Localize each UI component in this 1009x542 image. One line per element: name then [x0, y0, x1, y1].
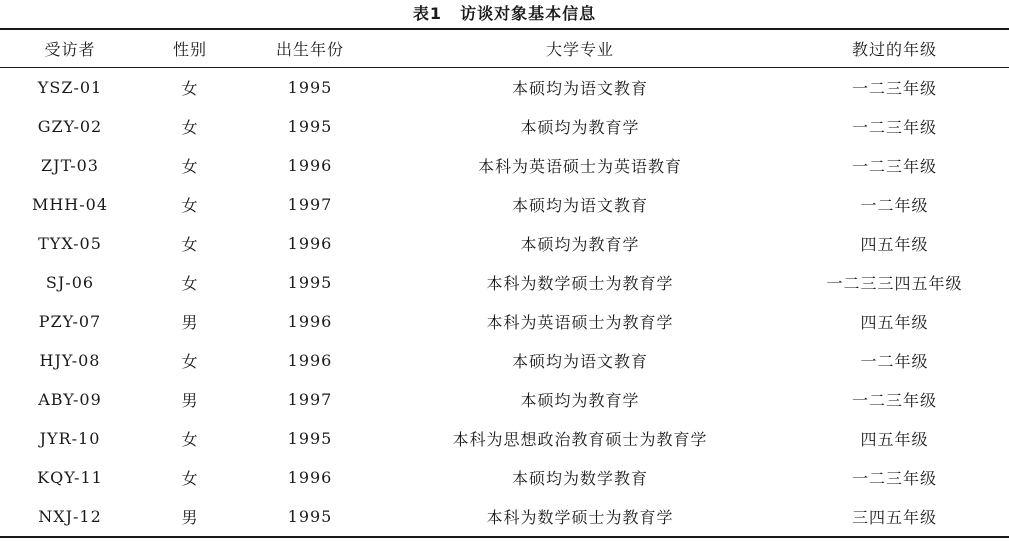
cell-major: 本硕均为教育学	[520, 118, 640, 137]
table-row	[0, 68, 1009, 108]
cell-interviewee: MHH-04	[31, 195, 109, 214]
cell-grades: 一二三三四五年级	[826, 274, 963, 293]
table-row	[0, 419, 1009, 458]
cell-birth-year: 1995	[287, 117, 333, 136]
cell-birth-year: 1995	[287, 273, 333, 292]
cell-grades: 三四五年级	[851, 508, 937, 527]
cell-interviewee: TYX-05	[38, 234, 102, 253]
cell-interviewee: NXJ-12	[38, 507, 102, 526]
cell-interviewee: KQY-11	[37, 468, 103, 487]
cell-birth-year: 1997	[287, 195, 333, 214]
interviewee-table	[0, 28, 1009, 538]
table-row	[0, 224, 1009, 263]
cell-major: 本科为数学硕士为教育学	[486, 274, 674, 293]
cell-gender: 女	[181, 430, 199, 449]
cell-major: 本科为英语硕士为英语教育	[477, 157, 682, 176]
cell-birth-year: 1996	[287, 234, 333, 253]
cell-grades: 四五年级	[860, 313, 929, 332]
table-row	[0, 107, 1009, 146]
table-title: 访谈对象基本信息	[460, 4, 597, 23]
cell-interviewee: PZY-07	[38, 312, 102, 331]
cell-gender: 女	[181, 157, 199, 176]
cell-grades: 一二年级	[860, 352, 929, 371]
table-row	[0, 185, 1009, 224]
table-row	[0, 263, 1009, 302]
cell-major: 本科为数学硕士为教育学	[486, 508, 674, 527]
cell-major: 本硕均为语文教育	[511, 79, 648, 98]
header-gender: 性别	[172, 40, 207, 59]
header-row	[0, 29, 1009, 68]
table-row	[0, 302, 1009, 341]
cell-interviewee: ZJT-03	[41, 156, 99, 175]
cell-birth-year: 1995	[287, 429, 333, 448]
cell-grades: 一二三年级	[851, 79, 937, 98]
cell-interviewee: SJ-06	[45, 273, 95, 292]
table-header	[0, 29, 1009, 68]
table-number: 表1	[412, 4, 443, 23]
cell-birth-year: 1995	[287, 507, 333, 526]
cell-interviewee: GZY-02	[37, 117, 103, 136]
table-row	[0, 341, 1009, 380]
cell-gender: 女	[181, 235, 199, 254]
cell-gender: 女	[181, 196, 199, 215]
cell-birth-year: 1996	[287, 312, 333, 331]
cell-gender: 男	[181, 508, 199, 527]
cell-interviewee: HJY-08	[39, 351, 101, 370]
cell-gender: 女	[181, 118, 199, 137]
cell-birth-year: 1996	[287, 156, 333, 175]
cell-gender: 男	[181, 313, 199, 332]
cell-major: 本科为英语硕士为教育学	[486, 313, 674, 332]
cell-interviewee: JYR-10	[39, 429, 101, 448]
table-row	[0, 380, 1009, 419]
cell-grades: 一二年级	[860, 196, 929, 215]
cell-birth-year: 1997	[287, 390, 333, 409]
cell-major: 本硕均为数学教育	[511, 469, 648, 488]
header-grades-taught: 教过的年级	[851, 40, 937, 59]
cell-grades: 一二三年级	[851, 469, 937, 488]
table-row	[0, 458, 1009, 497]
table-row	[0, 497, 1009, 537]
cell-interviewee: YSZ-01	[37, 78, 103, 97]
table-row	[0, 146, 1009, 185]
cell-grades: 一二三年级	[851, 391, 937, 410]
table-caption	[0, 0, 1009, 28]
cell-major: 本硕均为语文教育	[511, 352, 648, 371]
cell-birth-year: 1996	[287, 468, 333, 487]
header-birth-year: 出生年份	[275, 40, 344, 59]
cell-gender: 女	[181, 352, 199, 371]
cell-birth-year: 1995	[287, 78, 333, 97]
header-major: 大学专业	[545, 40, 614, 59]
cell-gender: 男	[181, 391, 199, 410]
cell-gender: 女	[181, 274, 199, 293]
cell-major: 本科为思想政治教育硕士为教育学	[452, 430, 708, 449]
cell-grades: 一二三年级	[851, 118, 937, 137]
header-interviewee: 受访者	[44, 40, 96, 59]
cell-grades: 一二三年级	[851, 157, 937, 176]
table-body	[0, 68, 1009, 538]
cell-major: 本硕均为语文教育	[511, 196, 648, 215]
cell-gender: 女	[181, 469, 199, 488]
cell-major: 本硕均为教育学	[520, 391, 640, 410]
cell-grades: 四五年级	[860, 235, 929, 254]
cell-grades: 四五年级	[860, 430, 929, 449]
cell-gender: 女	[181, 79, 199, 98]
cell-birth-year: 1996	[287, 351, 333, 370]
cell-major: 本硕均为教育学	[520, 235, 640, 254]
cell-interviewee: ABY-09	[38, 390, 102, 409]
